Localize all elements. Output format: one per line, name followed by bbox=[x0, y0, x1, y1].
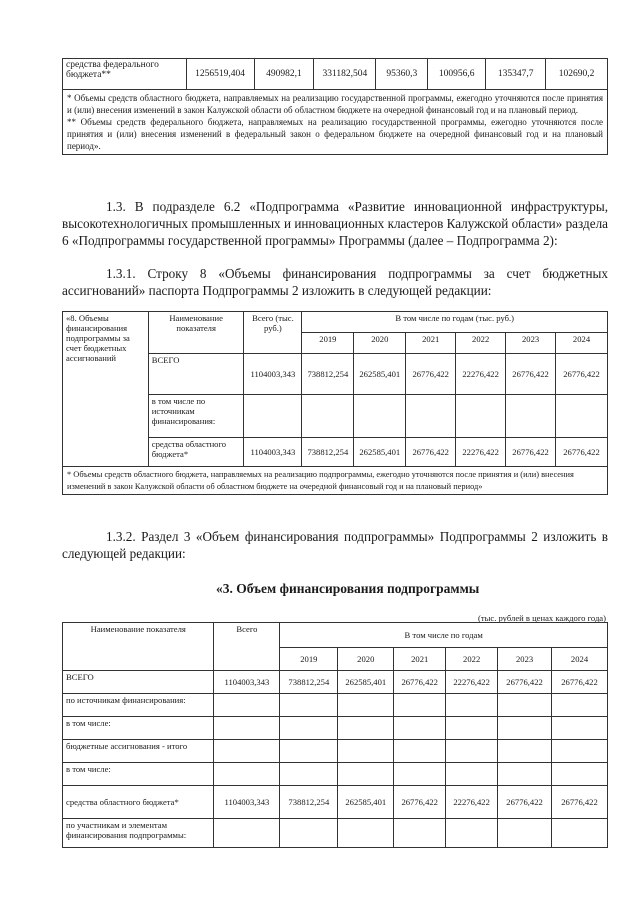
value-cell: 26776,422 bbox=[498, 786, 552, 819]
years-header: В том числе по годам bbox=[280, 623, 608, 648]
table-row bbox=[63, 717, 608, 740]
paragraph-1-3: 1.3. В подразделе 6.2 «Подпрограмма «Развитие инновационной инфраструктуры, высокотехнологичных промышленных и инновационных кластеров Калужской области» раздела 6 «Подпрограммы государственной программы» Программы (далее – Подпрограмма 2): bbox=[62, 199, 608, 248]
table-row bbox=[63, 694, 608, 717]
year-header: 2024 bbox=[552, 648, 608, 671]
row-name: по участникам и элементам финансирования подпрограммы: bbox=[63, 819, 214, 848]
col-total-header: Всего (тыс. руб.) bbox=[244, 312, 302, 354]
value-cell: 262585,401 bbox=[338, 671, 394, 694]
row-name: средства областного бюджета* bbox=[63, 786, 214, 819]
row-name: ВСЕГО bbox=[63, 671, 214, 694]
table-row bbox=[63, 740, 608, 763]
value-cell: 26776,422 bbox=[406, 438, 456, 467]
footnote-federal: ** Объемы средств федерального бюджета, направляемых на реализацию государственной программы, ежегодно уточняются после принятия и (или) внесения изменений в федеральный закон о федеральном бюджете на очередной финансовый год и на плановый период». bbox=[67, 117, 603, 151]
row-total bbox=[244, 395, 302, 438]
col-name-header: Наименование показателя bbox=[63, 623, 214, 671]
year-header: 2023 bbox=[498, 648, 552, 671]
value-cell: 26776,422 bbox=[552, 671, 608, 694]
year-header: 2024 bbox=[556, 333, 608, 354]
value-cell: 26776,422 bbox=[506, 438, 556, 467]
value-cell: 738812,254 bbox=[280, 786, 338, 819]
value-cell bbox=[302, 395, 354, 438]
value-cell: 26776,422 bbox=[556, 438, 608, 467]
paragraph-1-3-2: 1.3.2. Раздел 3 «Объем финансирования подпрограммы» Подпрограммы 2 изложить в следующей редакции: bbox=[62, 529, 608, 561]
passport-funding-table bbox=[62, 311, 608, 495]
row-name: средства областного бюджета* bbox=[148, 438, 244, 467]
row-label: средства федерального бюджета** bbox=[63, 59, 187, 90]
value-cell: 102690,2 bbox=[546, 59, 608, 90]
table-row bbox=[63, 819, 608, 848]
table-row bbox=[63, 763, 608, 786]
year-header: 2019 bbox=[302, 333, 354, 354]
value-cell: 26776,422 bbox=[556, 354, 608, 395]
year-header: 2022 bbox=[446, 648, 498, 671]
row-name: в том числе по источникам финансирования: bbox=[148, 395, 244, 438]
value-cell: 100956,6 bbox=[428, 59, 486, 90]
row-name: по источникам финансирования: bbox=[63, 694, 214, 717]
value-cell: 22276,422 bbox=[446, 671, 498, 694]
year-header: 2021 bbox=[406, 333, 456, 354]
section-title: «3. Объем финансирования подпрограммы bbox=[216, 581, 480, 596]
value-cell: 738812,254 bbox=[302, 354, 354, 395]
federal-budget-table bbox=[62, 58, 608, 155]
row-name: бюджетные ассигнования - итого bbox=[63, 740, 214, 763]
table-row bbox=[63, 59, 608, 90]
value-cell: 26776,422 bbox=[394, 786, 446, 819]
year-header: 2020 bbox=[338, 648, 394, 671]
value-cell: 95360,3 bbox=[376, 59, 428, 90]
col-total-header: Всего bbox=[214, 623, 280, 671]
year-header: 2022 bbox=[456, 333, 506, 354]
value-cell bbox=[456, 395, 506, 438]
value-cell: 26776,422 bbox=[552, 786, 608, 819]
passport-row-label: «8. Объемы финансирования подпрограммы за счет бюджетных ассигнований bbox=[63, 312, 149, 467]
footnote-cell bbox=[63, 90, 608, 155]
year-header: 2023 bbox=[506, 333, 556, 354]
year-header: 2021 bbox=[394, 648, 446, 671]
value-cell: 262585,401 bbox=[354, 354, 406, 395]
value-cell: 262585,401 bbox=[338, 786, 394, 819]
value-cell: 26776,422 bbox=[394, 671, 446, 694]
footnote-regional: * Объемы средств областного бюджета, направляемых на реализацию государственной программы, ежегодно уточняются после принятия и (или) внесения изменений в закон Калужской области об областном бюджете на очередной финансовый год и на плановый период. bbox=[67, 93, 603, 115]
unit-note: (тыс. рублей в ценах каждого года) bbox=[478, 613, 606, 623]
value-cell: 22276,422 bbox=[446, 786, 498, 819]
passport-footnote: * Объемы средств областного бюджета, направляемых на реализацию подпрограммы, ежегодно уточняются после принятия и (или) внесения изменений в закон Калужской области об областном бюджете на очередной финансовый год и на плановый период» bbox=[63, 467, 608, 495]
value-cell: 490982,1 bbox=[254, 59, 314, 90]
section3-funding-table bbox=[62, 622, 608, 848]
table-row bbox=[63, 786, 608, 819]
row-total: 1104003,343 bbox=[244, 354, 302, 395]
value-cell: 22276,422 bbox=[456, 438, 506, 467]
value-cell: 26776,422 bbox=[506, 354, 556, 395]
row-total: 1104003,343 bbox=[244, 438, 302, 467]
value-cell: 738812,254 bbox=[280, 671, 338, 694]
row-name: ВСЕГО bbox=[148, 354, 244, 395]
value-cell: 135347,7 bbox=[486, 59, 546, 90]
row-name: в том числе: bbox=[63, 763, 214, 786]
value-cell: 22276,422 bbox=[456, 354, 506, 395]
value-cell: 738812,254 bbox=[302, 438, 354, 467]
years-header: В том числе по годам (тыс. руб.) bbox=[302, 312, 608, 333]
value-cell: 262585,401 bbox=[354, 438, 406, 467]
row-total: 1104003,343 bbox=[214, 786, 280, 819]
value-cell bbox=[506, 395, 556, 438]
row-name: в том числе: bbox=[63, 717, 214, 740]
year-header: 2020 bbox=[354, 333, 406, 354]
value-cell bbox=[556, 395, 608, 438]
value-cell: 1256519,404 bbox=[186, 59, 254, 90]
col-name-header: Наименование показателя bbox=[148, 312, 244, 354]
value-cell bbox=[406, 395, 456, 438]
row-total: 1104003,343 bbox=[214, 671, 280, 694]
value-cell bbox=[354, 395, 406, 438]
year-header: 2019 bbox=[280, 648, 338, 671]
value-cell: 26776,422 bbox=[498, 671, 552, 694]
value-cell: 26776,422 bbox=[406, 354, 456, 395]
value-cell: 331182,504 bbox=[314, 59, 376, 90]
table-row bbox=[63, 671, 608, 694]
paragraph-1-3-1: 1.3.1. Строку 8 «Объемы финансирования подпрограммы за счет бюджетных ассигнований» паспорта Подпрограммы 2 изложить в следующей редакции: bbox=[62, 266, 608, 298]
